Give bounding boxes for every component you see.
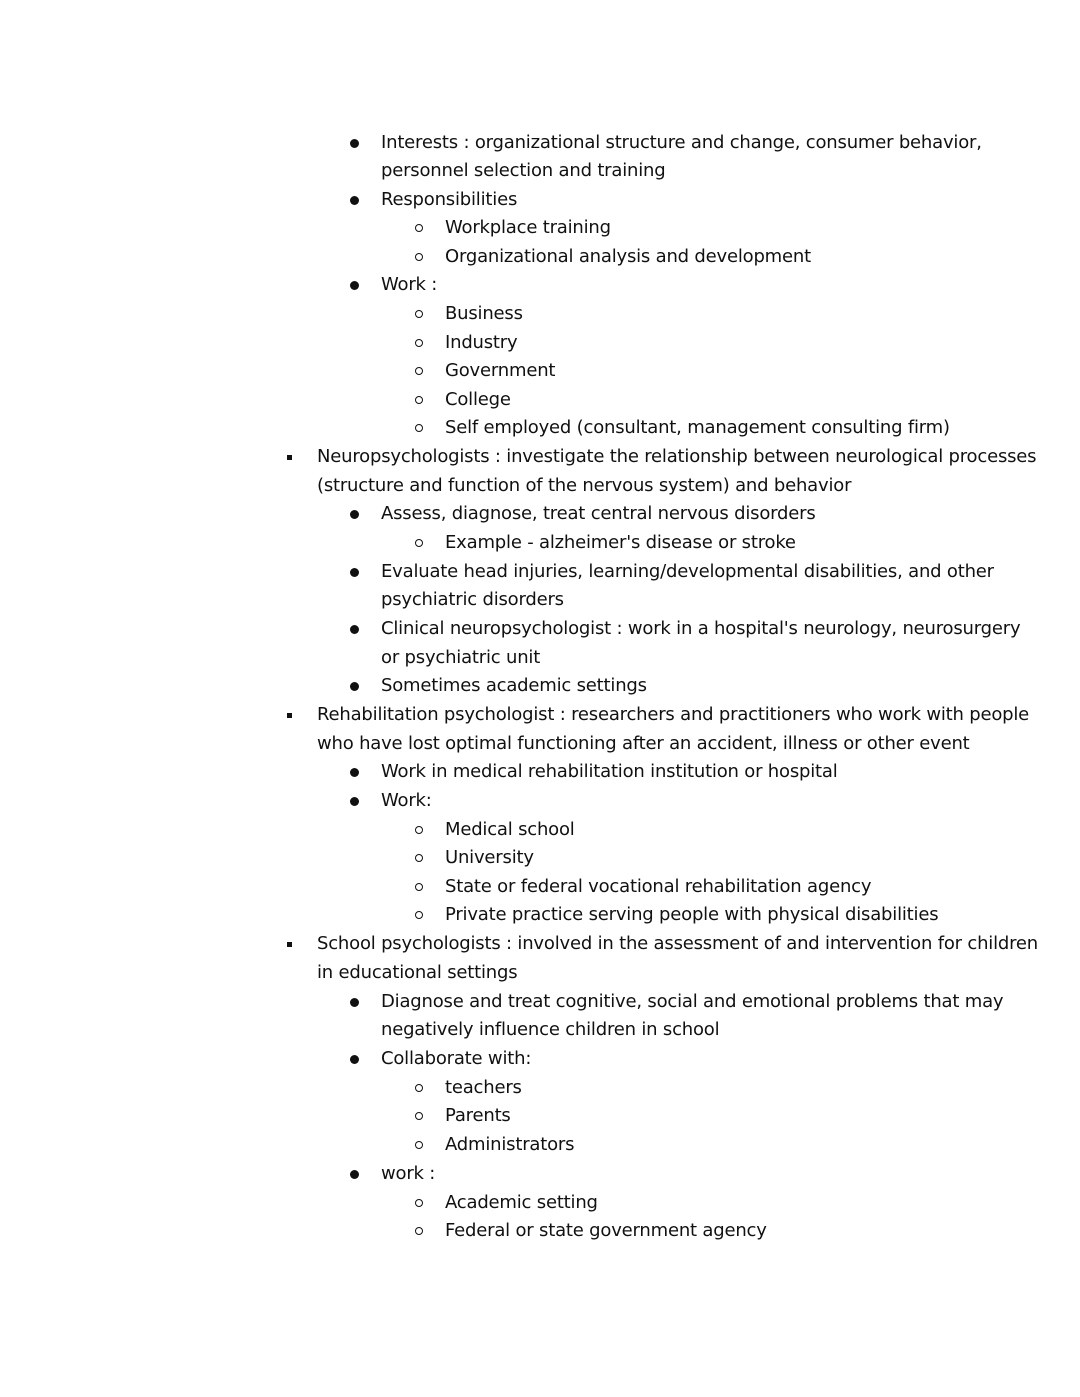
bullet-circle-icon [415,1199,423,1207]
rehab-work-item [445,901,938,929]
neuro-evaluate-cont-text: psychiatric disorders [381,589,564,610]
io-work-item-text: Government [445,360,556,381]
neuro-clinical-cont-text: or psychiatric unit [381,647,541,668]
neuro-title [317,443,1036,471]
neuro-title-cont [317,472,851,500]
rehab-work-item-text: Private practice serving people with physical disabilities [445,904,939,925]
io-work-item-text: Industry [445,332,518,353]
bullet-circle-icon [415,1084,423,1092]
io-work-item-text: Business [445,303,523,324]
school-title [317,930,1038,958]
io-responsibilities [381,186,517,214]
io-resp-item-text: Workplace training [445,217,611,238]
bullet-dot-icon [350,682,359,691]
rehab-work-item-text: State or federal vocational rehabilitation agency [445,876,872,897]
bullet-dot-icon [350,797,359,806]
school-collab-item [445,1131,574,1159]
bullet-circle-icon [415,310,423,318]
neuro-academic-text: Sometimes academic settings [381,675,647,696]
rehab-title-cont-text: who have lost optimal functioning after an accident, illness or other event [317,733,970,754]
rehab-work-text: Work: [381,790,432,811]
io-resp-item-text: Organizational analysis and development [445,246,811,267]
bullet-circle-icon [415,911,423,919]
bullet-circle-icon [415,854,423,862]
io-interests [381,129,982,157]
io-work-item [445,357,555,385]
rehab-work-item-text: University [445,847,534,868]
bullet-circle-icon [415,367,423,375]
school-work-item [445,1217,767,1245]
io-work-item-text: Self employed (consultant, management consulting firm) [445,417,950,438]
rehab-work-item [445,816,575,844]
bullet-dot-icon [350,139,359,148]
bullet-circle-icon [415,539,423,547]
school-collab-item-text: teachers [445,1077,522,1098]
neuro-assess [381,500,816,528]
io-work-item [445,329,517,357]
bullet-dot-icon [350,625,359,634]
neuro-clinical [381,615,1020,643]
io-responsibilities-text: Responsibilities [381,189,518,210]
bullet-square-icon [287,713,292,718]
neuro-assess-text: Assess, diagnose, treat central nervous disorders [381,503,816,524]
rehab-work-in-text: Work in medical rehabilitation institution or hospital [381,761,838,782]
school-work-item [445,1189,598,1217]
school-work-item-text: Academic setting [445,1192,598,1213]
rehab-title-cont [317,730,970,758]
bullet-circle-icon [415,396,423,404]
bullet-dot-icon [350,510,359,519]
school-collab [381,1045,531,1073]
school-title-cont-text: in educational settings [317,962,518,983]
neuro-evaluate [381,558,994,586]
bullet-circle-icon [415,253,423,261]
bullet-circle-icon [415,1112,423,1120]
io-work-item [445,300,523,328]
io-interests-text: Interests : organizational structure and change, consumer behavior, [381,132,982,153]
school-collab-item [445,1102,511,1130]
bullet-circle-icon [415,883,423,891]
rehab-work-item [445,873,871,901]
neuro-evaluate-text: Evaluate head injuries, learning/developmental disabilities, and other [381,561,994,582]
bullet-dot-icon [350,998,359,1007]
bullet-circle-icon [415,826,423,834]
school-diagnose-cont-text: negatively influence children in school [381,1019,720,1040]
bullet-circle-icon [415,339,423,347]
neuro-example-text: Example - alzheimer's disease or stroke [445,532,796,553]
neuro-clinical-text: Clinical neuropsychologist : work in a hospital's neurology, neurosurgery [381,618,1021,639]
school-title-cont [317,959,517,987]
neuro-evaluate-cont [381,586,564,614]
school-work-text: work : [381,1163,436,1184]
io-work-text: Work : [381,274,438,295]
io-work-item [445,414,950,442]
school-diagnose-text: Diagnose and treat cognitive, social and emotional problems that may [381,991,1004,1012]
school-work [381,1160,435,1188]
rehab-title-text: Rehabilitation psychologist : researchers and practitioners who work with people [317,704,1030,725]
neuro-title-cont-text: (structure and function of the nervous system) and behavior [317,475,852,496]
rehab-work-item [445,844,534,872]
rehab-title [317,701,1029,729]
school-work-item-text: Federal or state government agency [445,1220,767,1241]
school-diagnose-cont [381,1016,719,1044]
bullet-circle-icon [415,424,423,432]
bullet-dot-icon [350,1055,359,1064]
school-collab-text: Collaborate with: [381,1048,532,1069]
io-resp-item [445,243,811,271]
bullet-dot-icon [350,568,359,577]
bullet-circle-icon [415,1141,423,1149]
bullet-circle-icon [415,1227,423,1235]
io-resp-item [445,214,611,242]
io-interests-cont [381,157,665,185]
neuro-example [445,529,796,557]
rehab-work [381,787,432,815]
bullet-circle-icon [415,224,423,232]
school-title-text: School psychologists : involved in the assessment of and intervention for children [317,933,1038,954]
school-diagnose [381,988,1003,1016]
school-collab-item-text: Administrators [445,1134,575,1155]
io-work-item-text: College [445,389,511,410]
bullet-dot-icon [350,1170,359,1179]
rehab-work-in [381,758,838,786]
school-collab-item [445,1074,522,1102]
io-interests-cont-text: personnel selection and training [381,160,666,181]
neuro-title-text: Neuropsychologists : investigate the relationship between neurological processes [317,446,1037,467]
io-work-item [445,386,511,414]
bullet-dot-icon [350,768,359,777]
bullet-square-icon [287,455,292,460]
neuro-clinical-cont [381,644,540,672]
rehab-work-item-text: Medical school [445,819,575,840]
bullet-dot-icon [350,281,359,290]
neuro-academic [381,672,647,700]
school-collab-item-text: Parents [445,1105,511,1126]
io-work [381,271,437,299]
bullet-square-icon [287,942,292,947]
bullet-dot-icon [350,196,359,205]
